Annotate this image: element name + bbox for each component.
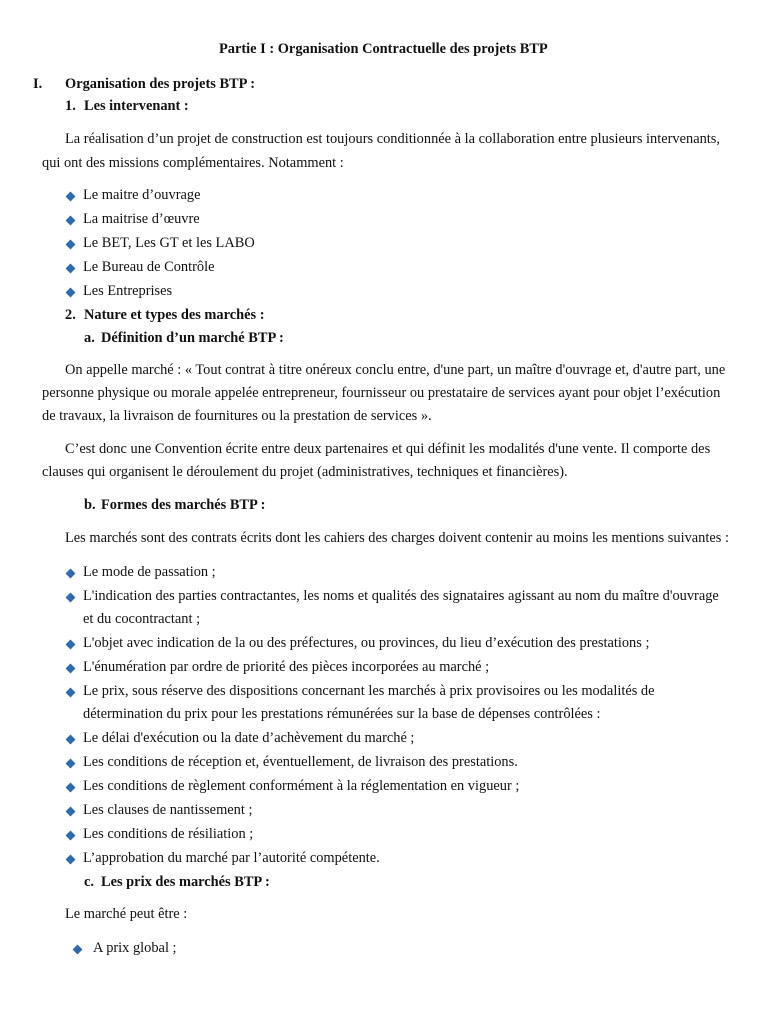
diamond-bullet-icon	[66, 831, 76, 841]
list-item: Le Bureau de Contrôle	[83, 259, 215, 275]
list-item: Les Entreprises	[83, 283, 173, 299]
list-item: Le prix, sous réserve des dispositions concernant les marchés à prix provisoires ou les modalités de	[83, 683, 655, 699]
subsubsection-heading: Formes des marchés BTP :	[101, 497, 266, 513]
list-item: Le délai d'exécution ou la date d’achèvement du marché ;	[83, 730, 415, 746]
list-item: Les clauses de nantissement ;	[83, 802, 253, 818]
list-item: Le maitre d’ouvrage	[83, 187, 201, 203]
list-item: A prix global ;	[93, 940, 177, 956]
paragraph-line: La réalisation d’un projet de construction est toujours conditionnée à la collaboration entre plusieurs intervenants,	[65, 131, 720, 147]
paragraph-line: C’est donc une Convention écrite entre deux partenaires et qui définit les modalités d'une vente. Il comporte des	[65, 441, 711, 457]
diamond-bullet-icon	[66, 288, 76, 298]
list-item: La maitrise d’œuvre	[83, 211, 200, 227]
subsubsection-label: c.	[84, 874, 94, 890]
diamond-bullet-icon	[66, 664, 76, 674]
list-item: Les conditions de résiliation ;	[83, 826, 254, 842]
section-heading: Organisation des projets BTP :	[65, 76, 256, 92]
paragraph-line: Le marché peut être :	[65, 906, 188, 922]
subsubsection-heading: Définition d’un marché BTP :	[101, 330, 284, 346]
paragraph-line: de travaux, la livraison de fournitures ou la prestation de services ».	[42, 408, 432, 424]
diamond-bullet-icon	[66, 735, 76, 745]
diamond-bullet-icon	[66, 807, 76, 817]
section-number: I.	[33, 76, 43, 92]
list-item: L’approbation du marché par l’autorité compétente.	[83, 850, 380, 866]
document-title: Partie I : Organisation Contractuelle des projets BTP	[219, 41, 548, 57]
paragraph-line: Les marchés sont des contrats écrits dont les cahiers des charges doivent contenir au moins les mentions suivantes :	[65, 530, 729, 546]
diamond-bullet-icon	[66, 593, 76, 603]
diamond-bullet-icon	[66, 783, 76, 793]
diamond-bullet-icon	[66, 688, 76, 698]
subsubsection-label: a.	[84, 330, 95, 346]
list-item-continuation: et du cocontractant ;	[83, 611, 201, 627]
paragraph-line: qui ont des missions complémentaires. Notamment :	[42, 155, 344, 171]
diamond-bullet-icon	[66, 216, 76, 226]
list-item: L'énumération par ordre de priorité des pièces incorporées au marché ;	[83, 659, 490, 675]
paragraph-line: clauses qui organisent le déroulement du projet (administratives, techniques et financières).	[42, 464, 568, 480]
subsection-heading: Les intervenant :	[84, 98, 189, 114]
subsection-number: 1.	[65, 98, 76, 114]
diamond-bullet-icon	[66, 759, 76, 769]
paragraph-line: On appelle marché : « Tout contrat à titre onéreux conclu entre, d'une part, un maître d'ouvrage et, d'autre part, une	[65, 362, 726, 378]
list-item: L'indication des parties contractantes, les noms et qualités des signataires agissant au nom du maître d'ouvrage	[83, 588, 719, 604]
subsubsection-label: b.	[84, 497, 96, 513]
diamond-bullet-icon	[66, 264, 76, 274]
list-item: Les conditions de règlement conformément à la réglementation en vigueur ;	[83, 778, 520, 794]
list-item: Le mode de passation ;	[83, 564, 216, 580]
list-item: Le BET, Les GT et les LABO	[83, 235, 255, 251]
diamond-bullet-icon	[66, 640, 76, 650]
subsection-heading: Nature et types des marchés :	[84, 307, 265, 323]
paragraph-line: personne physique ou morale appelée entrepreneur, fournisseur ou prestataire de services ayant pour objet l’exécution	[42, 385, 721, 401]
list-item: Les conditions de réception et, éventuellement, de livraison des prestations.	[83, 754, 518, 770]
list-item-continuation: détermination du prix pour les prestations rémunérées sur la base de dépenses contrôlées :	[83, 706, 601, 722]
diamond-bullet-icon	[66, 192, 76, 202]
subsubsection-heading: Les prix des marchés BTP :	[101, 874, 270, 890]
diamond-bullet-icon	[66, 569, 76, 579]
diamond-bullet-icon	[66, 855, 76, 865]
diamond-bullet-icon	[66, 240, 76, 250]
subsection-number: 2.	[65, 307, 76, 323]
list-item: L'objet avec indication de la ou des préfectures, ou provinces, du lieu d’exécution des prestations ;	[83, 635, 650, 651]
diamond-bullet-icon	[73, 945, 83, 955]
